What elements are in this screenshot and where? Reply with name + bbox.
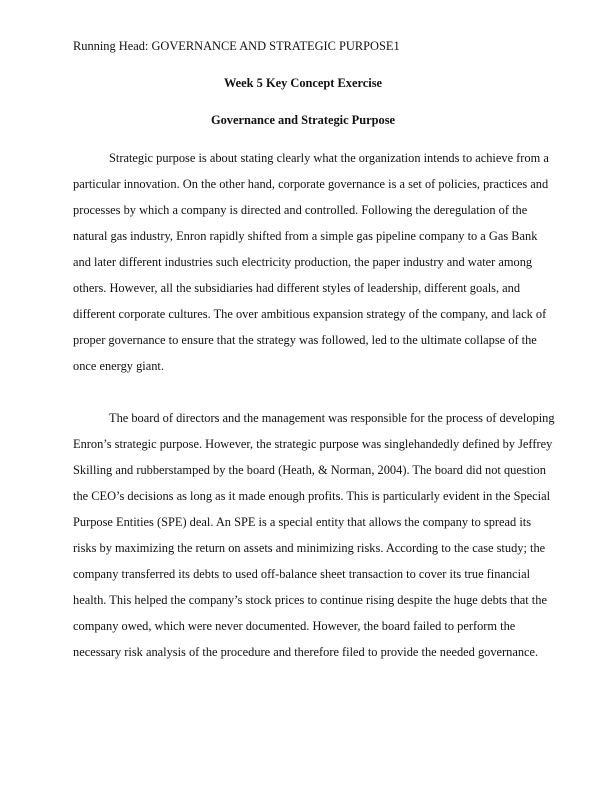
paragraph-line: company owed, which were never documented. However, the board failed to perform the [73, 619, 516, 633]
paragraph-line: Enron’s strategic purpose. However, the strategic purpose was singlehandedly defined by Jeffrey [73, 437, 553, 451]
document-title: Week 5 Key Concept Exercise [223, 76, 383, 90]
paragraph-line: particular innovation. On the other hand, corporate governance is a set of policies, practices and [73, 177, 549, 191]
paragraph-line: risks by maximizing the return on assets and minimizing risks. According to the case study; the [73, 541, 546, 555]
running-head: Running Head: GOVERNANCE AND STRATEGIC PURPOSE1 [73, 39, 400, 53]
paragraph-line: once energy giant. [73, 359, 164, 373]
paragraph-line: the CEO’s decisions as long as it made enough profits. This is particularly evident in the Special [73, 489, 551, 503]
paragraph-line: health. This helped the company’s stock prices to continue rising despite the huge debts that the [73, 593, 547, 607]
paragraph-line: Skilling and rubberstamped by the board (Heath, & Norman, 2004). The board did not question [73, 463, 546, 477]
paragraph-line: Strategic purpose is about stating clearly what the organization intends to achieve from a [109, 151, 549, 165]
paragraph-line: different corporate cultures. The over ambitious expansion strategy of the company, and lack of [73, 307, 547, 321]
paragraph-line: proper governance to ensure that the strategy was followed, led to the ultimate collapse of the [73, 333, 537, 347]
paragraph-line: Purpose Entities (SPE) deal. An SPE is a special entity that allows the company to spread its [73, 515, 532, 529]
document-subtitle: Governance and Strategic Purpose [210, 113, 396, 127]
paragraph-line: processes by which a company is directed and controlled. Following the deregulation of the [73, 203, 528, 217]
paragraph-line: The board of directors and the management was responsible for the process of developing [109, 411, 555, 425]
paragraph-line: necessary risk analysis of the procedure and therefore filed to provide the needed governance. [73, 645, 539, 659]
paragraph-line: natural gas industry, Enron rapidly shifted from a simple gas pipeline company to a Gas Bank [73, 229, 538, 243]
paragraph-line: company transferred its debts to used off-balance sheet transaction to cover its true financial [73, 567, 531, 581]
paragraph-line: others. However, all the subsidiaries had different styles of leadership, different goals, and [73, 281, 521, 295]
paragraph-line: and later different industries such electricity production, the paper industry and water among [73, 255, 533, 269]
paragraph-1 [73, 149, 549, 383]
paragraph-2 [73, 409, 555, 669]
